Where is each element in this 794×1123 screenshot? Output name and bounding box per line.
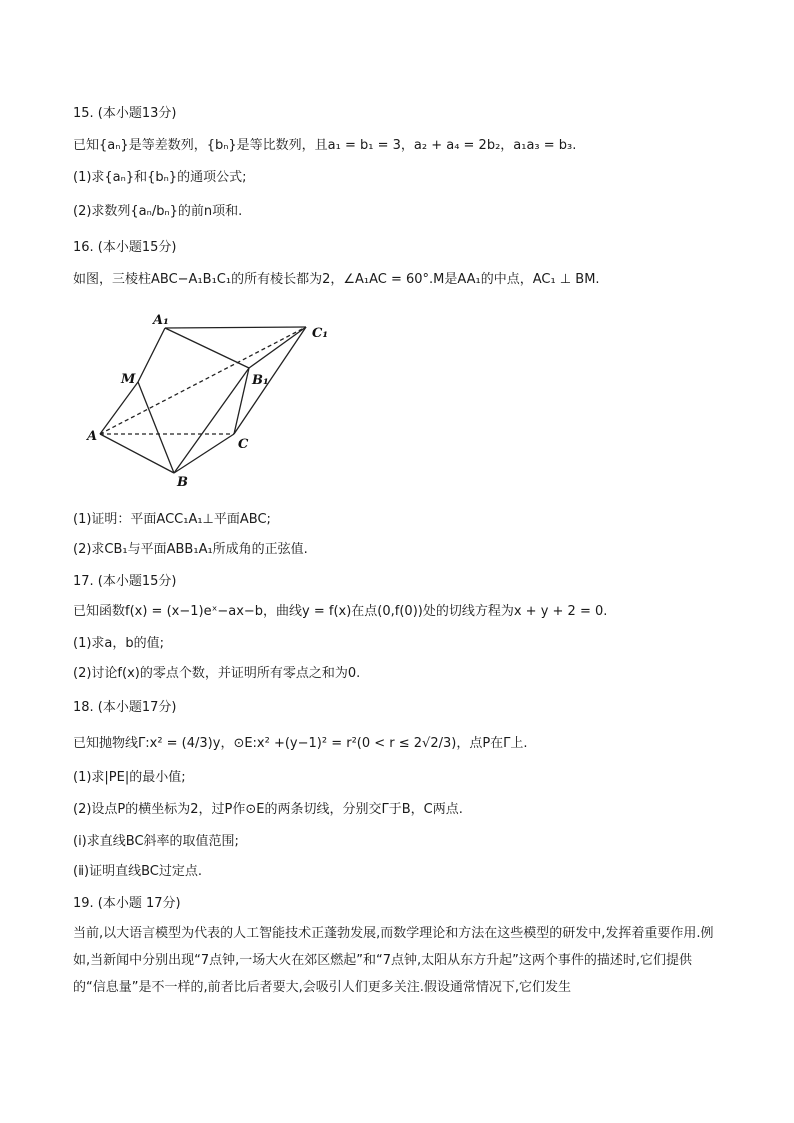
q18-header: 18. (本小题17分) xyxy=(73,700,177,715)
q19-header: 19. (本小题 17分) xyxy=(73,896,181,911)
label-A: A xyxy=(87,429,98,444)
edge-B1-B xyxy=(174,368,249,473)
q16-stem: 如图，三棱柱ABC−A₁B₁C₁的所有棱长都为2，∠A₁AC = 60°.M是AA₁的中点，AC₁ ⊥ BM. xyxy=(73,272,600,287)
label-C: C xyxy=(238,437,249,452)
q18-stem: 已知抛物线Γ:x² = (4/3)y，⊙E:x² +(y−1)² = r²(0 < r ≤ 2√2/3)，点P在Γ上. xyxy=(73,736,528,751)
q15-part1: (1)求{aₙ}和{bₙ}的通项公式; xyxy=(73,170,247,185)
edge-C1-C xyxy=(234,327,306,434)
edge-A-B xyxy=(100,434,174,473)
q17-stem: 已知函数f(x) = (x−1)eˣ−ax−b，曲线y = f(x)在点(0,f(0))处的切线方程为x + y + 2 = 0. xyxy=(73,604,608,619)
q16-header: 16. (本小题15分) xyxy=(73,240,177,255)
label-C1: C₁ xyxy=(312,326,329,341)
label-B: B xyxy=(177,475,188,490)
q18-part2: (2)设点P的横坐标为2，过P作⊙E的两条切线，分别交Γ于B，C两点. xyxy=(73,802,463,817)
q18-part1: (1)求|PE|的最小值; xyxy=(73,770,186,785)
q17-part1: (1)求a，b的值; xyxy=(73,636,165,651)
q16-part2: (2)求CB₁与平面ABB₁A₁所成角的正弦值. xyxy=(73,542,308,557)
q18-sub2: (ⅱ)证明直线BC过定点. xyxy=(73,864,202,879)
label-B1: B₁ xyxy=(252,373,269,388)
q15-part2: (2)求数列{aₙ/bₙ}的前n项和. xyxy=(73,204,243,219)
segment-M-B xyxy=(138,382,174,473)
edge-A1-M xyxy=(138,328,165,382)
edge-C1-B1 xyxy=(249,327,306,368)
q17-part2: (2)讨论f(x)的零点个数，并证明所有零点之和为0. xyxy=(73,666,361,681)
q19-stem: 当前,以大语言模型为代表的人工智能技术正蓬勃发展,而数学理论和方法在这些模型的研发中,发挥着重要作用.例如,当新闻中分别出现“7点钟,一场大火在郊区燃起”和“7点钟,太阳从东方升起”这两个事件的描述时,它们提供的“信息量”是不一样的,前者比后者要大,会吸引人们更多关注.假设通常情况下,它们发生 xyxy=(73,926,714,995)
q17-header: 17. (本小题15分) xyxy=(73,574,177,589)
label-A1: A₁ xyxy=(153,313,169,328)
label-M: M xyxy=(121,372,136,387)
prism-figure xyxy=(84,310,344,490)
edge-A1-C1 xyxy=(165,327,306,328)
q16-part1: (1)证明：平面ACC₁A₁⊥平面ABC; xyxy=(73,512,271,527)
q18-sub1: (ⅰ)求直线BC斜率的取值范围; xyxy=(73,834,239,849)
q15-stem: 已知{aₙ}是等差数列，{bₙ}是等比数列，且a₁ = b₁ = 3，a₂ + a₄ = 2b₂，a₁a₃ = b₃. xyxy=(73,138,577,153)
edge-B-C xyxy=(174,434,234,473)
edge-M-A xyxy=(100,382,138,434)
edge-A1-B1 xyxy=(165,328,249,368)
q15-header: 15. (本小题13分) xyxy=(73,106,177,121)
